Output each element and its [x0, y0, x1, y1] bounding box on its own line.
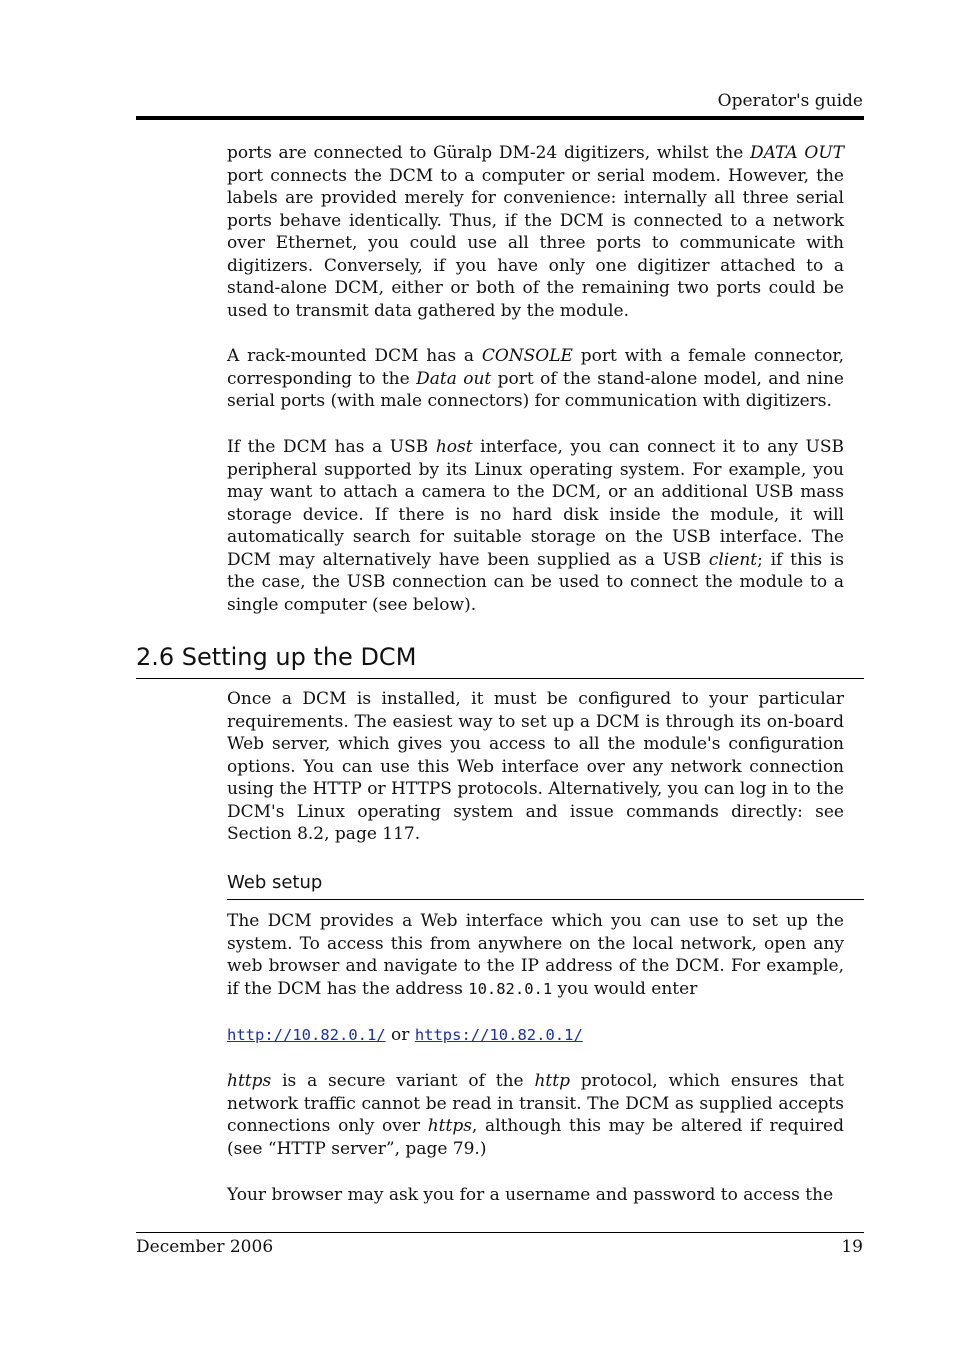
paragraph-web-interface	[227, 910, 844, 1000]
page-number: 19	[841, 1237, 863, 1257]
text: port with a female connector, corresponding to the	[227, 346, 844, 389]
paragraph-serial-ports	[227, 142, 844, 322]
emphasis: https	[427, 1116, 472, 1136]
emphasis: https	[227, 1071, 272, 1091]
text: Your browser may ask you for a username and password to access the	[227, 1185, 834, 1205]
text: or	[385, 1025, 415, 1045]
emphasis: client	[708, 549, 758, 570]
text: , although this may be altered if required (see “HTTP server”, page 79.)	[227, 1116, 844, 1159]
text: port of the stand-alone model, and nine serial ports (with male connectors) for communication with digitizers.	[227, 368, 844, 411]
text: ; if this is the case, the USB connection can be used to connect the module to a single computer (see below).	[227, 549, 844, 615]
https-url-link[interactable]: https://10.82.0.1/	[414, 1026, 583, 1044]
emphasis: CONSOLE	[481, 346, 573, 366]
header-rule	[136, 116, 864, 120]
ip-address-code: 10.82.0.1	[468, 979, 553, 998]
subsection-rule	[227, 899, 864, 900]
emphasis: http	[534, 1071, 570, 1091]
text: protocol, which ensures that network traffic cannot be read in transit. The DCM as supplied accepts connections only over	[227, 1071, 844, 1136]
text: The DCM provides a Web interface which you can use to set up the system. To access this from anywhere on the local network, open any web browser and navigate to the IP address of the DCM. For example, if the DCM has the address	[227, 911, 844, 999]
footer-rule	[136, 1232, 864, 1233]
footer-date: December 2006	[136, 1237, 274, 1257]
text: ports are connected to Güralp DM-24 digitizers, whilst the	[227, 143, 751, 163]
emphasis: host	[435, 437, 473, 457]
text: If the DCM has a USB	[227, 437, 436, 457]
text: is a secure variant of the	[271, 1071, 535, 1091]
text: A rack-mounted DCM has a	[227, 346, 482, 366]
section-rule	[136, 678, 864, 679]
running-header: Operator's guide	[717, 91, 863, 111]
text: Once a DCM is installed, it must be configured to your particular requirements. The easiest way to set up a DCM is through its on-board Web server, which gives you access to all the module's configuration options. You can use this Web interface over any network connection using the HTTP or HTTPS protocols. Alternatively, you can log in to the DCM's Linux operating system and issue commands directly: see Section 8.2, page 117.	[227, 689, 844, 844]
paragraph-https	[227, 1070, 844, 1160]
subsection-heading: Web setup	[227, 872, 323, 893]
paragraph-usb	[227, 436, 844, 616]
text: interface, you can connect it to any USB peripheral supported by its Linux operating system. For example, you may want to attach a camera to the DCM, or an additional USB mass storage device. If there is no hard disk inside the module, it will automatically search for suitable storage on the USB interface. The DCM may alternatively have been supplied as a USB	[227, 437, 844, 570]
text: you would enter	[552, 978, 698, 999]
paragraph-rack-mounted	[227, 345, 844, 413]
emphasis: DATA OUT	[750, 143, 845, 163]
text: port connects the DCM to a computer or serial modem. However, the labels are provided merely for convenience: internally all three serial ports behave identically. Thus, if the DCM is connected to a network over Ethernet, you could use all three ports to communicate with digitizers. Conversely, if you have only one digitizer attached to a stand-alone DCM, either or both of the remaining two ports could be used to transmit data gathered by the module.	[227, 165, 844, 321]
http-url-link[interactable]: http://10.82.0.1/	[227, 1026, 386, 1044]
paragraph-setup-intro	[227, 688, 844, 846]
section-heading: 2.6 Setting up the DCM	[136, 643, 417, 671]
paragraph-browser-login	[227, 1184, 844, 1207]
emphasis: Data out	[416, 368, 492, 389]
url-line	[227, 1024, 844, 1047]
